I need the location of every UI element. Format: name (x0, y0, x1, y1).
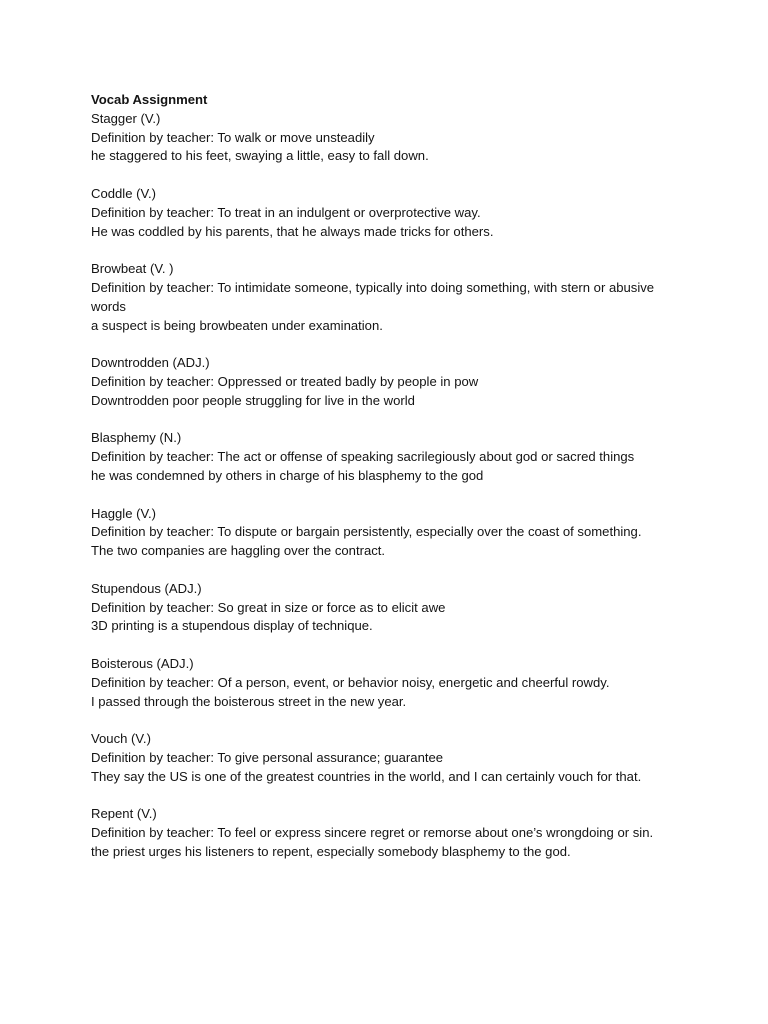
vocab-example: a suspect is being browbeaten under examination. (91, 317, 383, 333)
vocab-example: He was coddled by his parents, that he always made tricks for others. (91, 223, 494, 239)
vocab-word: Repent (V.) (91, 806, 157, 822)
vocab-entry (91, 429, 691, 485)
vocab-definition: Definition by teacher: To feel or express sincere regret or remorse about one’s wrongdoing or sin. (91, 825, 654, 841)
vocab-example: 3D printing is a stupendous display of technique. (91, 618, 373, 634)
document-title: Vocab Assignment (91, 92, 208, 107)
vocab-entry (91, 260, 691, 335)
vocab-entry (91, 805, 691, 861)
document-body (91, 91, 691, 880)
vocab-word: Vouch (V.) (91, 731, 151, 747)
vocab-word: Boisterous (ADJ.) (91, 655, 194, 671)
vocab-entry (91, 655, 691, 711)
vocab-definition: Definition by teacher: To walk or move unsteadily (91, 129, 375, 145)
vocab-entry (91, 730, 691, 786)
vocab-entry (91, 354, 691, 410)
vocab-example: he was condemned by others in charge of his blasphemy to the god (91, 467, 484, 483)
vocab-definition: Definition by teacher: So great in size or force as to elicit awe (91, 599, 446, 615)
vocab-example: Downtrodden poor people struggling for live in the world (91, 392, 415, 408)
vocab-example: The two companies are haggling over the contract. (91, 543, 386, 559)
vocab-word: Stagger (V.) (91, 110, 161, 126)
vocab-word: Stupendous (ADJ.) (91, 580, 202, 596)
vocab-definition: Definition by teacher: Oppressed or treated badly by people in pow (91, 373, 479, 389)
vocab-definition: Definition by teacher: Of a person, event, or behavior noisy, energetic and cheerful rowdy. (91, 674, 610, 690)
vocab-entry (91, 110, 691, 166)
vocab-definition: Definition by teacher: To treat in an indulgent or overprotective way. (91, 204, 481, 220)
vocab-example: he staggered to his feet, swaying a little, easy to fall down. (91, 148, 429, 164)
vocab-example: the priest urges his listeners to repent, especially somebody blasphemy to the god. (91, 843, 571, 859)
vocab-entry (91, 580, 691, 636)
vocab-example: They say the US is one of the greatest countries in the world, and I can certainly vouch for that. (91, 768, 642, 784)
vocab-definition: Definition by teacher: To intimidate someone, typically into doing something, with stern or abusive words (91, 279, 655, 314)
vocab-word: Browbeat (V. ) (91, 261, 174, 277)
vocab-entry (91, 505, 691, 561)
vocab-definition: Definition by teacher: To dispute or bargain persistently, especially over the coast of something. (91, 524, 642, 540)
vocab-definition: Definition by teacher: The act or offense of speaking sacrilegiously about god or sacred things (91, 449, 635, 465)
vocab-word: Haggle (V.) (91, 505, 157, 521)
vocab-word: Coddle (V.) (91, 185, 157, 201)
vocab-example: I passed through the boisterous street in the new year. (91, 693, 407, 709)
vocab-entry (91, 185, 691, 241)
vocab-word: Downtrodden (ADJ.) (91, 355, 210, 371)
vocab-word: Blasphemy (N.) (91, 430, 182, 446)
vocab-definition: Definition by teacher: To give personal assurance; guarantee (91, 749, 444, 765)
